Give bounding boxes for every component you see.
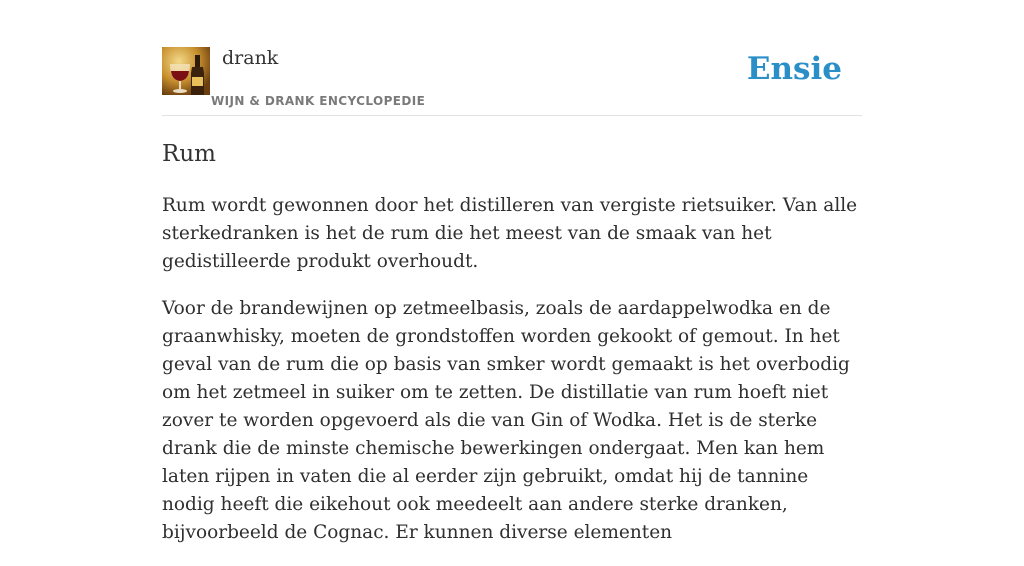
site-subtitle: WIJN & DRANK ENCYCLOPEDIE — [211, 94, 426, 108]
site-header — [162, 0, 862, 116]
site-name-link[interactable]: drank — [222, 47, 279, 69]
main-container — [162, 0, 862, 543]
article-body — [162, 192, 866, 566]
article-paragraph: Voor de brandewijnen op zetmeelbasis, zoals de aardappelwodka en de graanwhisky, moeten de grondstoffen worden gekookt of gemout. In het geval van de rum die op basis van smker wordt gemaakt is het overbodig om het zetmeel in suiker om te zetten. De distillatie van rum hoeft niet zover te worden opgevoerd als die van Gin of Wodka. Het is de sterke drank die de minste chemische bewerkingen ondergaat. Men kan hem laten rijpen in vaten die al eerder zijn gebruikt, omdat hij de tannine nodig heeft die eikehout ook meedeelt aan andere sterke dranken, bijvoorbeeld de Cognac. Er kunnen diverse elementen — [162, 298, 850, 543]
page-title: Rum — [162, 141, 216, 167]
ensie-logo-link[interactable]: Ensie — [746, 51, 842, 87]
wine-bottle-glass-icon[interactable] — [162, 47, 210, 95]
article-paragraph: Rum wordt gewonnen door het distilleren van vergiste rietsuiker. Van alle sterkedranken is het de rum die het meest van de smaak van het gedistilleerde produkt overhoudt. — [162, 195, 858, 272]
